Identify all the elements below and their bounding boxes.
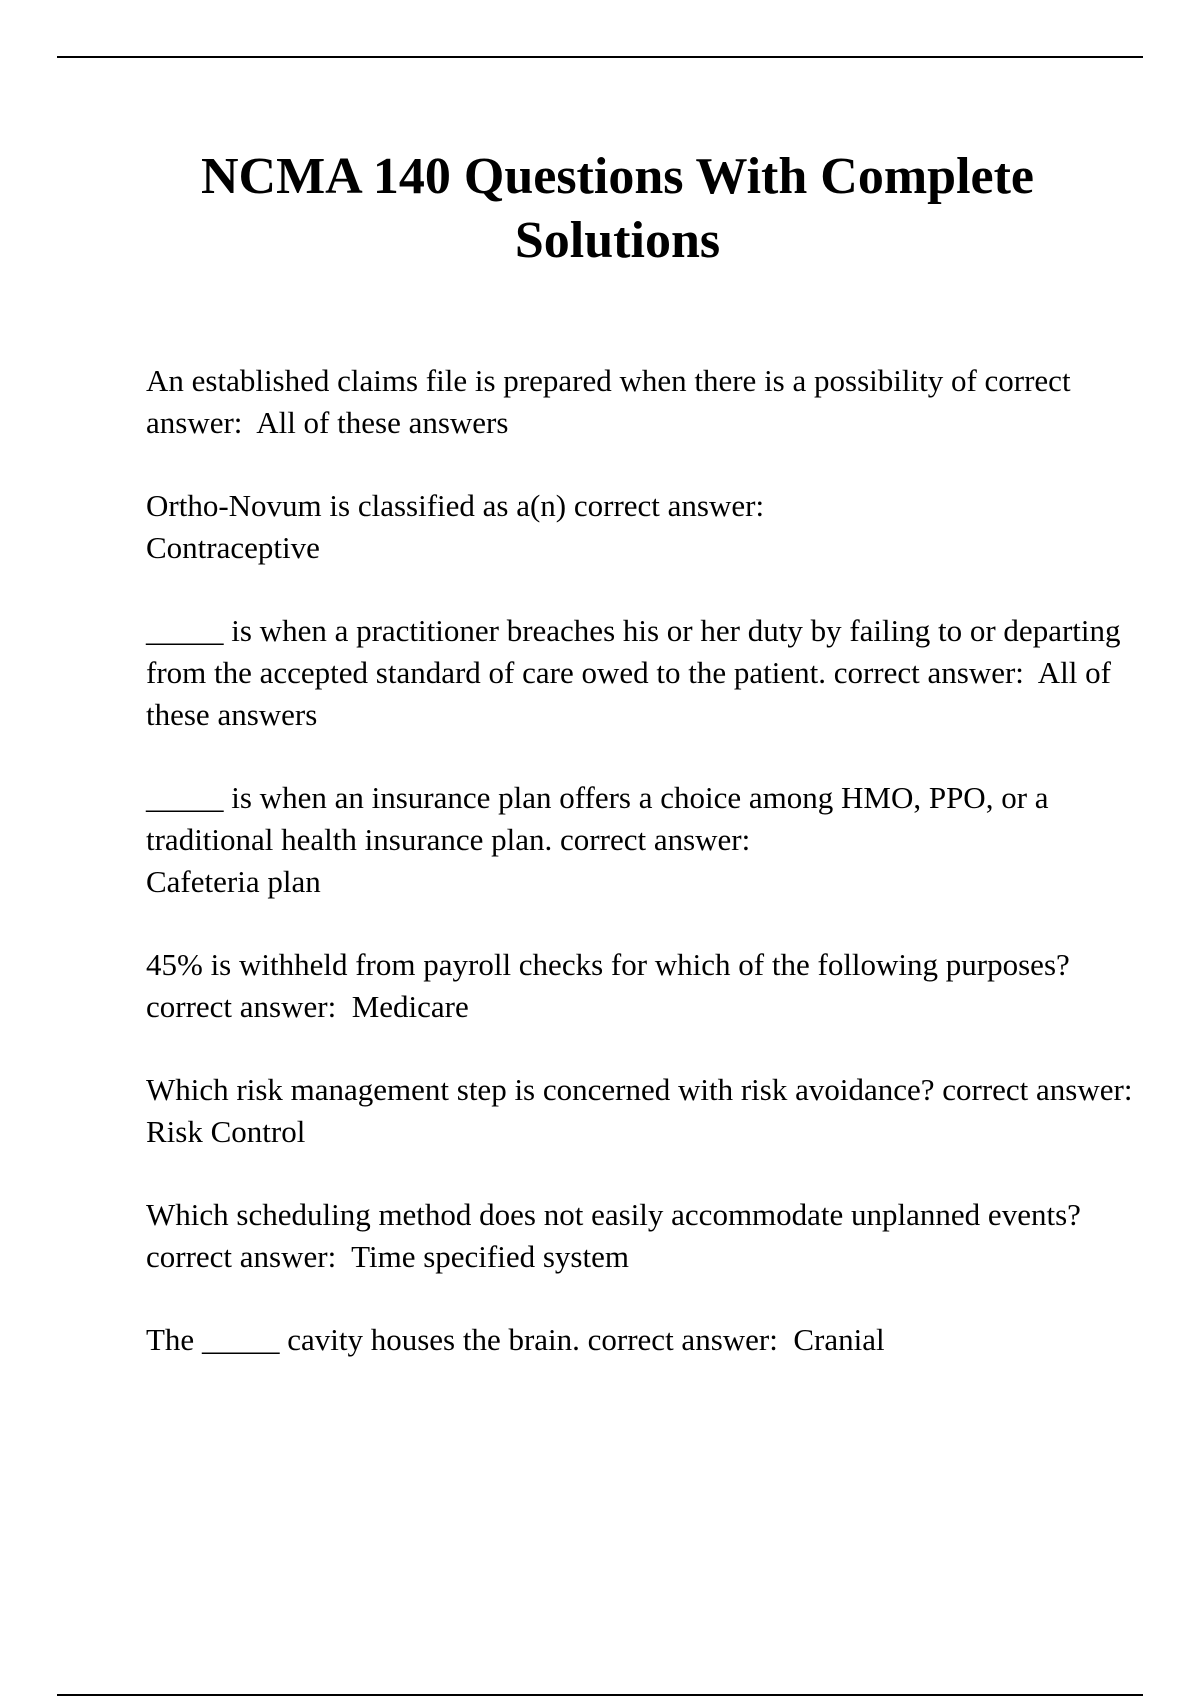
- question-item: Ortho-Novum is classified as a(n) correct answer: Contraceptive: [146, 488, 765, 565]
- question-item: Which risk management step is concerned with risk avoidance? correct answer: Risk Control: [146, 1072, 1148, 1149]
- question-item: _____ is when a practitioner breaches his or her duty by failing to or departing from the accepted standard of care owed to the patient. correct answer: All of these answers: [146, 613, 1129, 732]
- question-list: [146, 360, 1146, 1402]
- question-item: _____ is when an insurance plan offers a choice among HMO, PPO, or a traditional health insurance plan. correct answer: Cafeteria plan: [146, 780, 1049, 899]
- document-title: NCMA 140 Questions With Complete Solutions: [201, 148, 1034, 269]
- question-item: An established claims file is prepared when there is a possibility of correct answer: All of these answers: [146, 363, 1079, 440]
- question-item: 45% is withheld from payroll checks for which of the following purposes? correct answer: Medicare: [146, 947, 1078, 1024]
- bottom-rule: [57, 1694, 1143, 1696]
- top-rule: [57, 56, 1143, 58]
- question-item: The _____ cavity houses the brain. correct answer: Cranial: [146, 1322, 885, 1357]
- question-item: Which scheduling method does not easily accommodate unplanned events? correct answer: Time specified system: [146, 1197, 1089, 1274]
